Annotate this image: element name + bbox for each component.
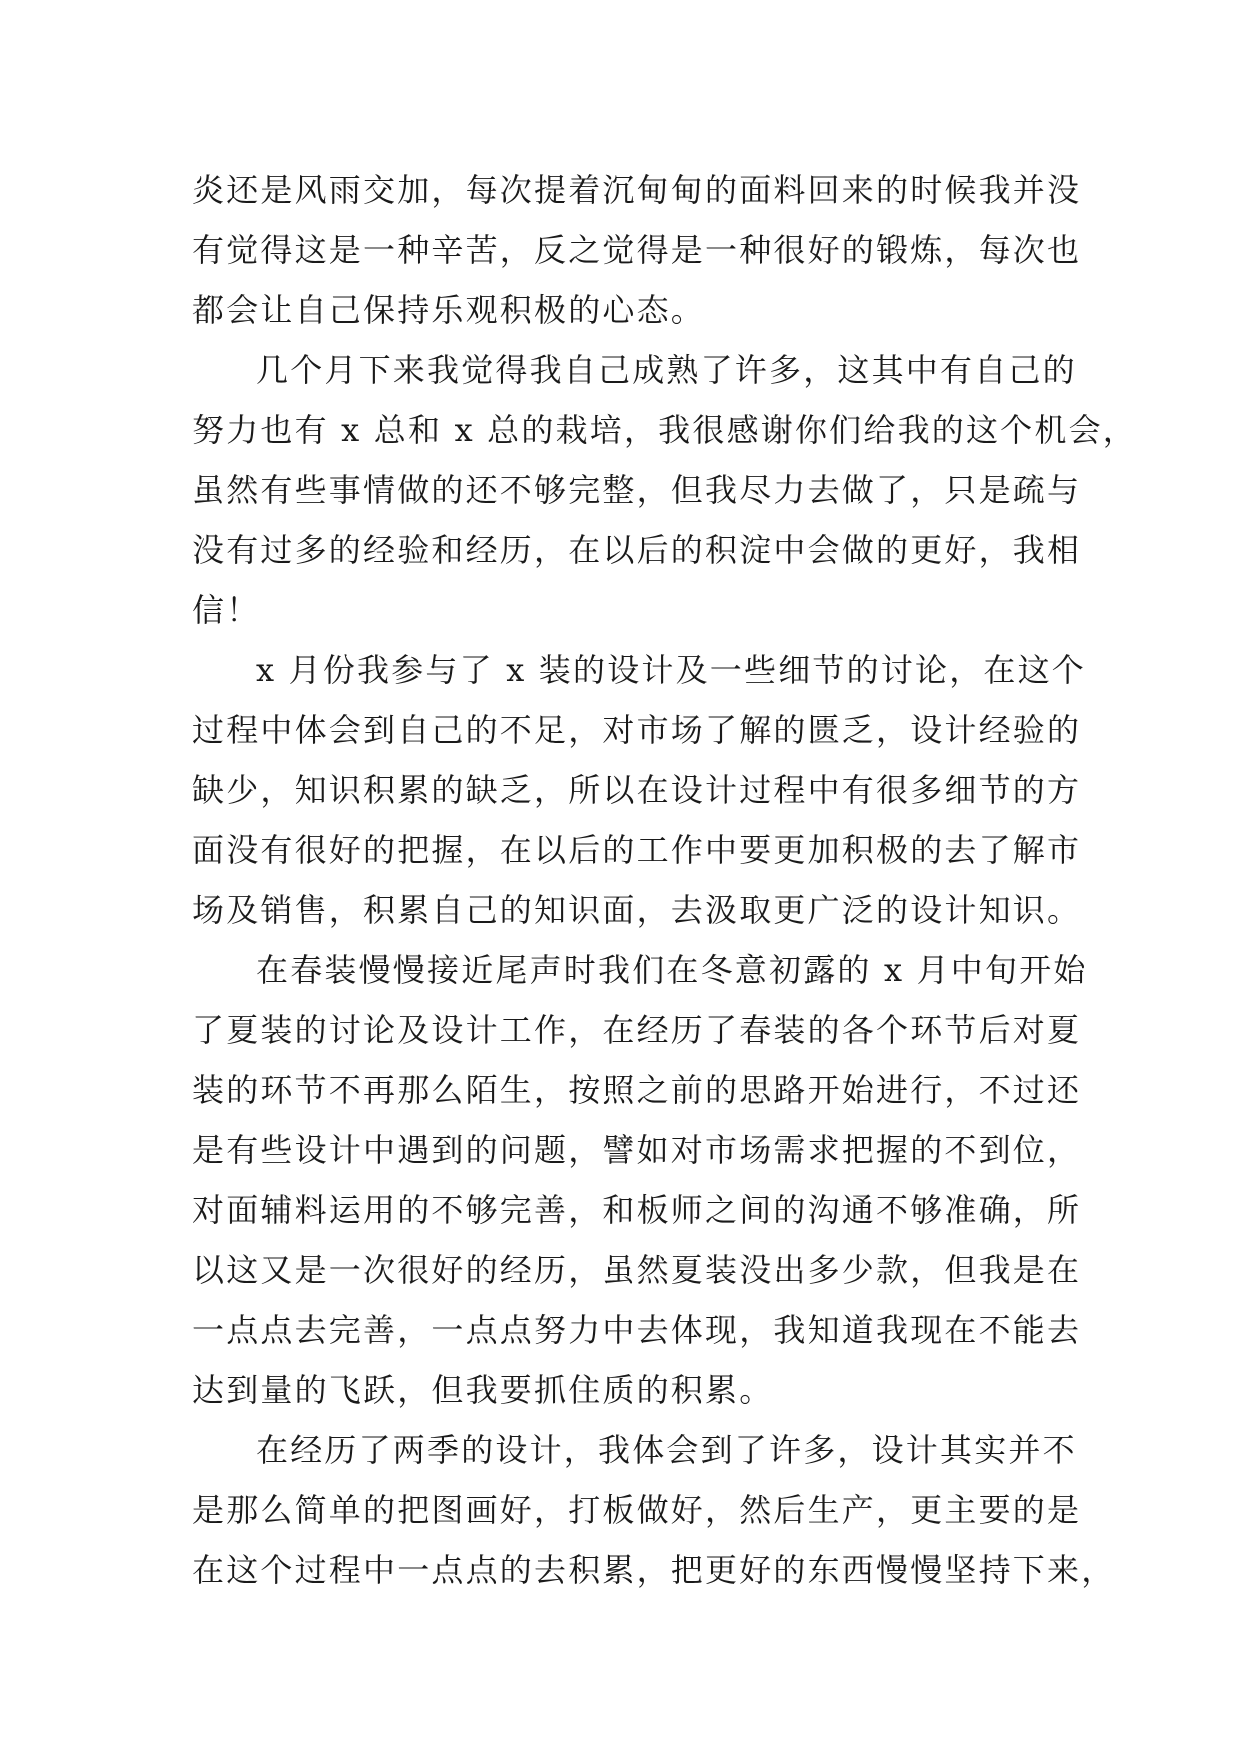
text-line: 对面辅料运用的不够完善，和板师之间的沟通不够准确，所	[192, 1191, 1082, 1229]
text-line: 过程中体会到自己的不足，对市场了解的匮乏，设计经验的	[192, 711, 1082, 749]
paragraph-5	[192, 1420, 1116, 1600]
text-line: 是那么简单的把图画好，打板做好，然后生产，更主要的是	[192, 1491, 1082, 1529]
text-line: 装的环节不再那么陌生，按照之前的思路开始进行，不过还	[192, 1071, 1082, 1109]
text-line: 缺少，知识积累的缺乏，所以在设计过程中有很多细节的方	[192, 771, 1082, 809]
document-body	[192, 160, 1137, 1600]
text-line: 没有过多的经验和经历，在以后的积淀中会做的更好，我相	[192, 531, 1082, 569]
paragraph-3	[192, 640, 1087, 940]
text-line: 都会让自己保持乐观积极的心态。	[192, 291, 706, 329]
text-line: 有觉得这是一种辛苦，反之觉得是一种很好的锻炼，每次也	[192, 231, 1082, 269]
text-line: 信！	[192, 591, 261, 629]
text-line: 努力也有 x 总和 x 总的栽培，我很感谢你们给我的这个机会，	[192, 411, 1137, 449]
text-line: 场及销售，积累自己的知识面，去汲取更广泛的设计知识。	[192, 891, 1082, 929]
text-line: 以这又是一次很好的经历，虽然夏装没出多少款，但我是在	[192, 1251, 1082, 1289]
text-line: 一点点去完善，一点点努力中去体现，我知道我现在不能去	[192, 1311, 1082, 1349]
text-line: 几个月下来我觉得我自己成熟了许多，这其中有自己的	[256, 351, 1077, 389]
paragraph-2	[192, 340, 1137, 640]
text-line: 炎还是风雨交加，每次提着沉甸甸的面料回来的时候我并没	[192, 171, 1082, 209]
text-line: 在春装慢慢接近尾声时我们在冬意初露的 x 月中旬开始	[256, 951, 1088, 989]
text-line: 在经历了两季的设计，我体会到了许多，设计其实并不	[256, 1431, 1077, 1469]
text-line: 了夏装的讨论及设计工作，在经历了春装的各个环节后对夏	[192, 1011, 1082, 1049]
text-line: 是有些设计中遇到的问题，譬如对市场需求把握的不到位，	[192, 1131, 1082, 1169]
text-line: x 月份我参与了 x 装的设计及一些细节的讨论，在这个	[256, 651, 1087, 689]
text-line: 面没有很好的把握，在以后的工作中要更加积极的去了解市	[192, 831, 1082, 869]
text-line: 虽然有些事情做的还不够完整，但我尽力去做了，只是疏与	[192, 471, 1082, 509]
text-line: 在这个过程中一点点的去积累，把更好的东西慢慢坚持下来，	[192, 1551, 1116, 1589]
paragraph-1	[192, 160, 1082, 340]
text-line: 达到量的飞跃，但我要抓住质的积累。	[192, 1371, 774, 1409]
paragraph-4	[192, 940, 1088, 1420]
